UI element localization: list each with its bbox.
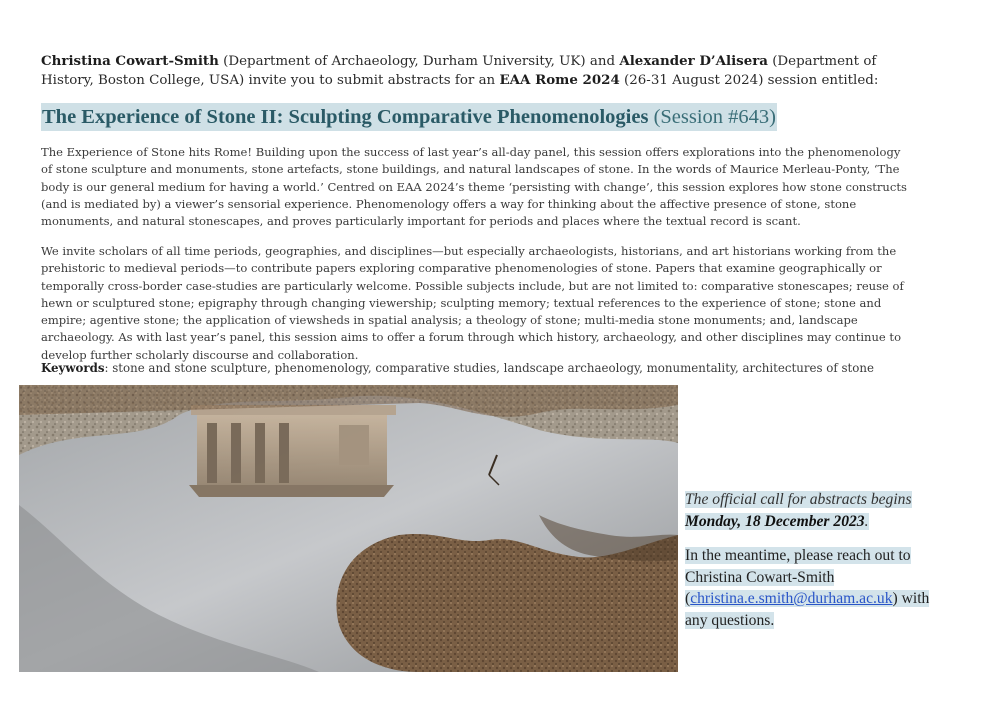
conference-name: EAA Rome 2024 [499,72,620,88]
organizer2-affiliation: (Department of History, Boston College, USA) invite you to submit abstracts for an [41,54,877,88]
organizer1-affiliation: (Department of Archaeology, Durham University, UK) and [218,54,620,69]
conference-dates: (26-31 August 2024) session entitled: [619,73,879,88]
call-begins-text: The official call for abstracts begins [685,491,912,508]
call-date-suffix: . [864,512,869,530]
call-for-abstracts-callout [685,489,945,631]
session-title [41,103,777,131]
keywords-line [41,360,921,377]
keywords-label: Keywords [41,361,105,375]
stone-reflection-photo [19,385,678,672]
contact-text [685,545,945,631]
keywords-text: : stone and stone sculpture, phenomenology, comparative studies, landscape archaeology, monumentality, architectures of stone [104,361,874,375]
contact-prefix: In the meantime, please reach out to Christina Cowart-Smith ( [685,547,911,607]
session-title-text: The Experience of Stone II: Sculpting Comparative Phenomenologies [42,106,649,128]
contact-suffix: ) with any questions. [685,590,930,629]
organizer2-name: Alexander D’Alisera [619,53,768,69]
call-date: Monday, 18 December 2023 [685,512,865,530]
description-paragraph-1: The Experience of Stone hits Rome! Building upon the success of last year’s all-day panel, this session offers explorations into the phenomenology of stone sculpture and monuments, stone artefacts, stone buildings, and natural landscapes of stone. In the words of Maurice Merleau-Ponty, ‘The body is our general medium for having a world.’ Centred on EAA 2024’s theme ‘persisting with change’, this session explores how stone constructs (and is mediated by) a viewer’s sensorial experience. Phenomenology offers a way for thinking about the affective presence of stone, stone monuments, and natural stonescapes, and proves particularly important for periods and places where the textual record is scant. [41,145,907,229]
email-link[interactable]: christina.e.smith@durham.ac.uk [690,590,893,607]
intro-paragraph [41,52,921,90]
session-number: (Session #643) [648,106,777,128]
organizer1-name: Christina Cowart-Smith [41,53,219,69]
call-announcement [685,489,945,532]
description-paragraph-2: We invite scholars of all time periods, geographies, and disciplines—but especially archaeologists, historians, and art historians working from the prehistoric to medieval periods—to contribute papers exploring comparative phenomenologies of stone. Papers that examine geographically or temporally cross-border case-studies are particularly welcome. Possible subjects include, but are not limited to: comparative stonescapes; reuse of hewn or sculptured stone; epigraphy through changing viewership; sculpting memory; textual references to the experience of stone; stone and empire; agentive stone; the application of viewsheds in spatial analysis; a theology of stone; multi-media stone monuments; and, landscape archaeology. As with last year’s panel, this session aims to offer a forum through which history, archaeology, and other disciplines may continue to develop further scholarly discourse and collaboration. [41,244,904,362]
